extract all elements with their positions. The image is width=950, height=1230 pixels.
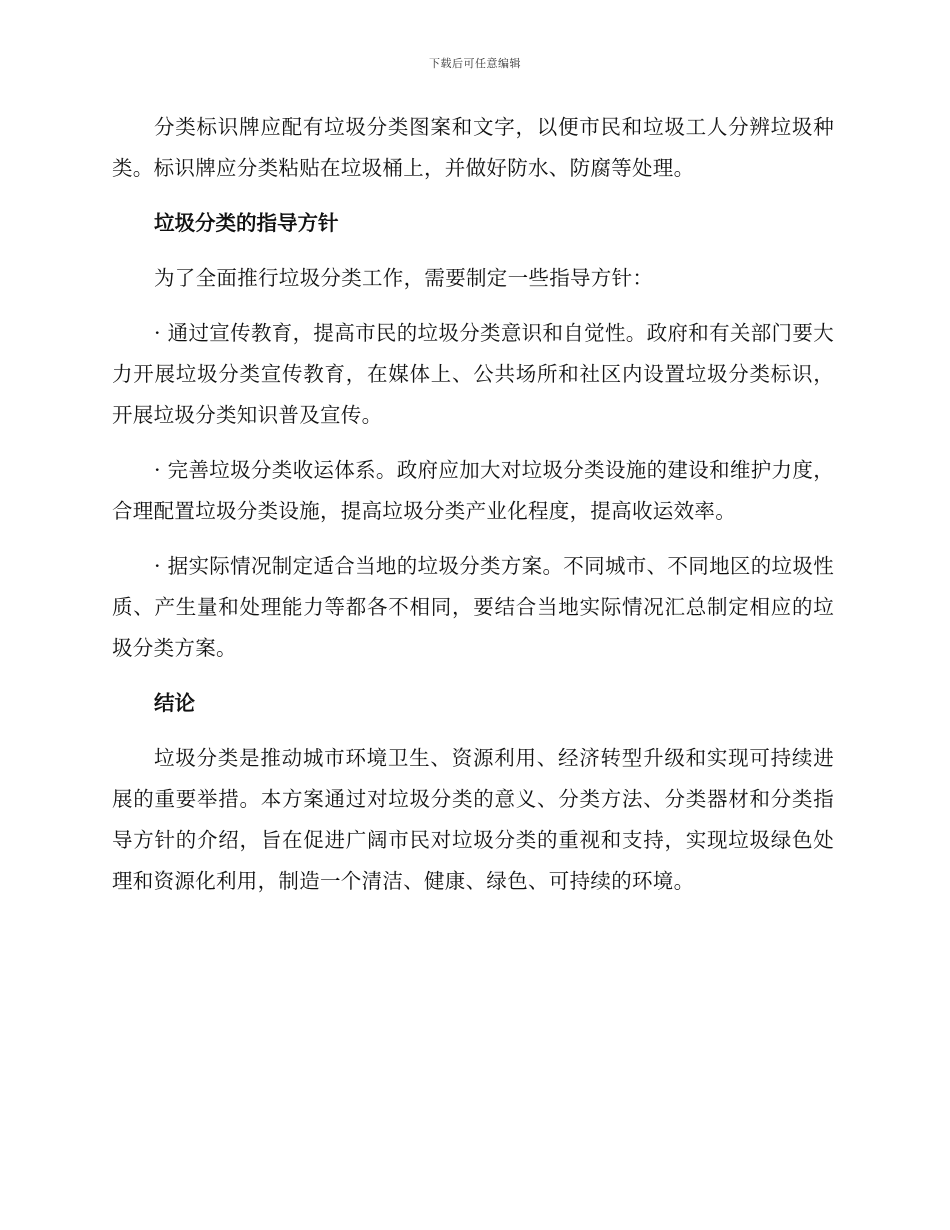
spacer: [112, 244, 834, 258]
bullet-item-collection-system: · 完善垃圾分类收运体系。政府应加大对垃圾分类设施的建设和维护力度，合理配置垃圾分类设施，提高垃圾分类产业化程度，提高收运效率。: [112, 458, 834, 523]
paragraph-conclusion: 垃圾分类是推动城市环境卫生、资源利用、经济转型升级和实现可持续进展的重要举措。本方案通过对垃圾分类的意义、分类方法、分类器材和分类指导方针的介绍，旨在促进广阔市民对垃圾分类的重视和支持，实现垃圾绿色处理和资源化利用，制造一个清洁、健康、绿色、可持续的环境。: [112, 746, 834, 893]
document-body: [112, 107, 834, 902]
spacer: [112, 669, 834, 683]
section-heading-guidelines: 垃圾分类的指导方针: [154, 211, 339, 235]
bullet-item-education: · 通过宣传教育，提高市民的垃圾分类意识和自觉性。政府和有关部门要大力开展垃圾分类宣传教育，在媒体上、公共场所和社区内设置垃圾分类标识，开展垃圾分类知识普及宣传。: [112, 321, 834, 427]
page-header: 下载后可任意编辑: [429, 57, 521, 70]
section-heading-conclusion: 结论: [154, 691, 195, 715]
bullet-item-local-plan: · 据实际情况制定适合当地的垃圾分类方案。不同城市、不同地区的垃圾性质、产生量和处理能力等都各不相同，要结合当地实际情况汇总制定相应的垃圾分类方案。: [112, 554, 834, 660]
spacer: [112, 299, 834, 313]
spacer: [112, 189, 834, 203]
spacer: [112, 532, 834, 546]
paragraph-signage: 分类标识牌应配有垃圾分类图案和文字，以便市民和垃圾工人分辨垃圾种类。标识牌应分类粘贴在垃圾桶上，并做好防水、防腐等处理。: [112, 115, 834, 180]
spacer: [112, 436, 834, 450]
spacer: [112, 724, 834, 738]
paragraph-guidelines-intro: 为了全面推行垃圾分类工作，需要制定一些指导方针：: [154, 266, 654, 290]
